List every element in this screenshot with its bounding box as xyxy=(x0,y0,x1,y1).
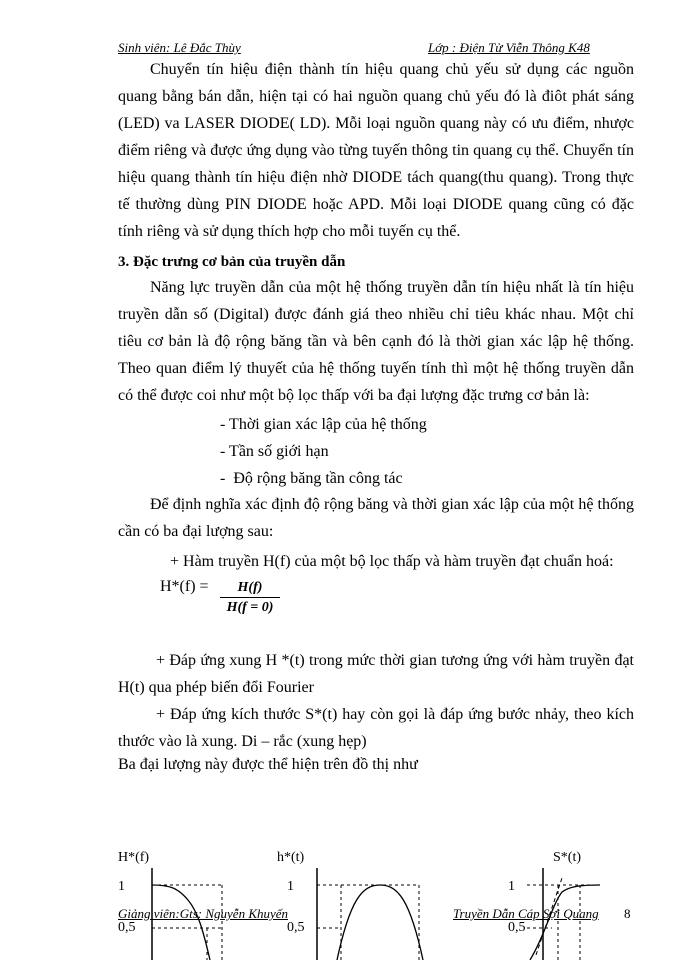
graph-st-one-label: 1 xyxy=(508,879,515,894)
item-transfer-function: + Hàm truyền H(f) của một bộ lọc thấp và hàm truyền đạt chuẩn hoá: xyxy=(170,553,614,570)
formula-numerator: H(f) xyxy=(220,580,280,598)
graph-hf-curve xyxy=(152,885,210,960)
graph-ht-half-label: 0,5 xyxy=(287,920,305,935)
header-class: Lớp : Điện Tử Viễn Thông K48 xyxy=(428,40,590,55)
header-student: Sinh viên: Lê Đắc Thùy xyxy=(118,40,241,55)
graph-st-title: S*(t) xyxy=(553,850,581,865)
footer-course: Truyền Dẫn Cáp Sợi Quang xyxy=(453,906,599,921)
paragraph-text: Để định nghĩa xác định độ rộng băng và thời gian xác lập của một hệ thống cần có ba đại lượng sau: xyxy=(118,496,634,540)
paragraph-text: Chuyển tín hiệu điện thành tín hiệu quang chủ yếu sử dụng các nguồn quang bằng bán dẫn, hiện tại có hai nguồn quang chủ yếu đó là điôt phát sáng (LED) va LASER DIODE( LD). Mỗi loại nguồn quang này có ưu điểm, nhược điểm riêng và được ứng dụng vào từng tuyến thông tin quang cụ thể. Chuyển tín hiệu quang thành tín hiệu điện nhờ DIODE tách quang(thu quang). Trong thực tế thường dùng PIN DIODE hoặc APD. Mỗi loại DIODE quang cũng có đặc tính riêng và sử dụng thích hợp cho mỗi tuyến cụ thể. xyxy=(118,61,634,240)
paragraph-text: + Đáp ứng xung H *(t) trong mức thời gian tương ứng với hàm truyền đạt H(t) qua phép biến đổi Fourier xyxy=(118,652,634,696)
graph-ht xyxy=(317,868,423,960)
graph-ht-curve xyxy=(337,885,423,960)
paragraph-text: Năng lực truyền dẫn của một hệ thống truyền dẫn tín hiệu nhất là tín hiệu truyền dẫn số (Digital) được đánh giá theo nhiều chỉ tiêu khác nhau. Một chỉ tiêu cơ bản là độ rộng băng tần và bên cạnh đó là thời gian xác lập hệ thống. Theo quan điểm lý thuyết của hệ thống tuyến tính thì một hệ thống truyền dẫn có thể được coi như một bộ lọc thấp với ba đại lượng đặc trưng cơ bản là: xyxy=(118,279,634,404)
graph-hf-half-label: 0,5 xyxy=(118,920,136,935)
list-item: - Thời gian xác lập của hệ thống xyxy=(220,416,427,433)
formula-denominator: H(f = 0) xyxy=(226,600,274,615)
list-item: - Tần số giới hạn xyxy=(220,443,329,460)
formula-lhs: H*(f) = xyxy=(160,578,209,595)
paragraph-graph-intro: Ba đại lượng này được thể hiện trên đồ thị như xyxy=(118,756,418,773)
graph-ht-one-label: 1 xyxy=(287,879,294,894)
graph-st-half-label: 0,5 xyxy=(508,920,526,935)
list-item: - Độ rộng băng tần công tác xyxy=(220,470,403,487)
graph-st-curve xyxy=(530,885,600,960)
footer-lecturer: Giảng viên:Gts: Nguyễn Khuyến xyxy=(118,906,289,921)
page-number: 8 xyxy=(624,906,631,921)
paragraph-text: + Đáp ứng kích thước S*(t) hay còn gọi là đáp ứng bước nhảy, theo kích thước vào là xung. Di – rắc (xung hẹp) xyxy=(118,706,634,750)
section-heading: 3. Đặc trưng cơ bản của truyền dẫn xyxy=(118,254,346,270)
graph-hf-title: H*(f) xyxy=(118,850,150,865)
graph-hf-one-label: 1 xyxy=(118,879,125,894)
graph-ht-title: h*(t) xyxy=(277,850,305,865)
